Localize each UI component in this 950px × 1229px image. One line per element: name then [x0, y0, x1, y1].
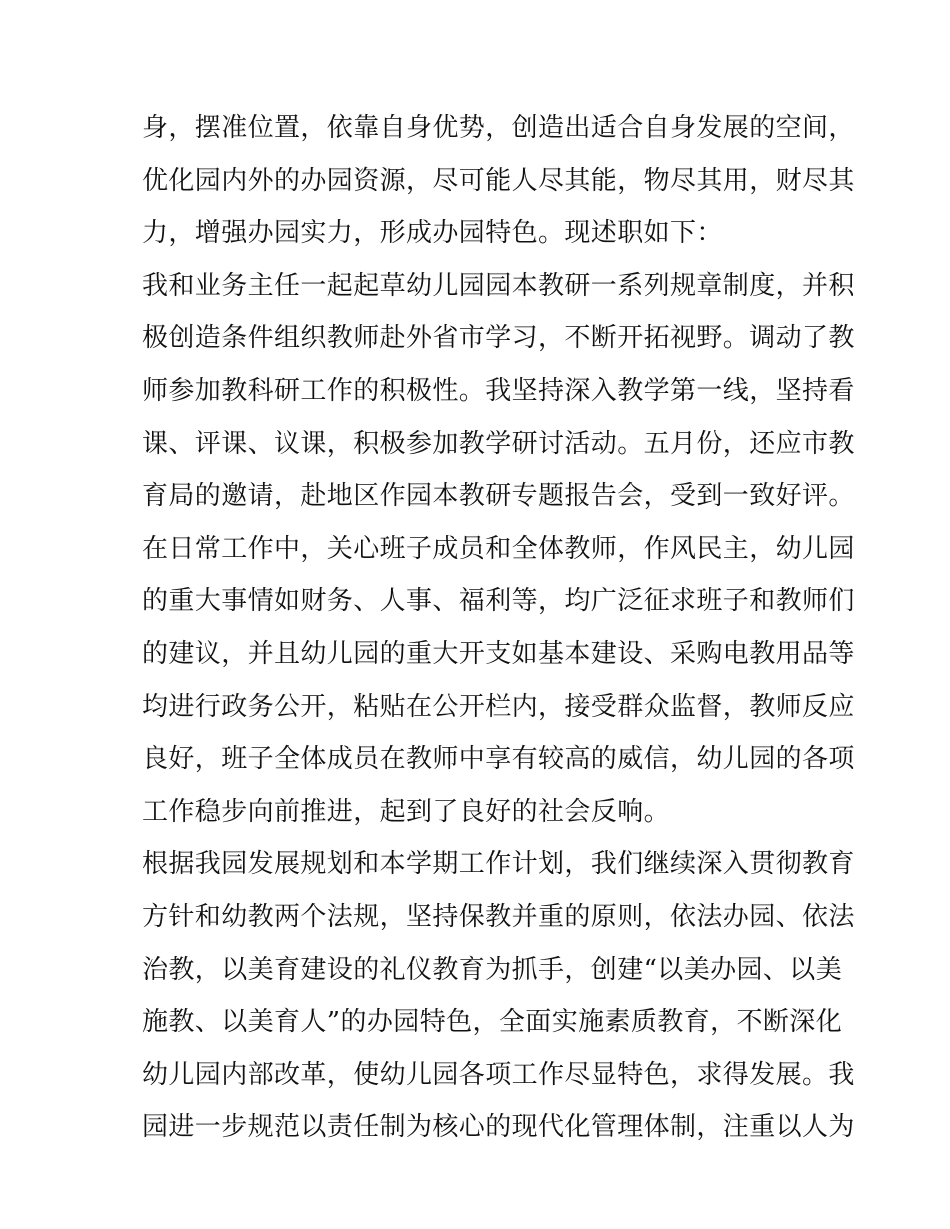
text-line: 育局的邀请，赴地区作园本教研专题报告会，受到一致好评。: [142, 481, 855, 512]
text-line: 师参加教科研工作的积极性。我坚持深入教学第一线，坚持看: [142, 375, 855, 406]
text-line: 施教、以美育人”的办园特色，全面实施素质教育，不断深化: [142, 1007, 843, 1038]
text-line: 园进一步规范以责任制为核心的现代化管理体制，注重以人为: [142, 1112, 855, 1143]
text-line: 的建议，并且幼儿园的重大开支如基本建设、采购电教用品等: [142, 638, 855, 669]
text-line: 优化园内外的办园资源，尽可能人尽其能，物尽其用，财尽其: [142, 165, 855, 196]
body-text: [142, 102, 855, 1154]
text-line: 方针和幼教两个法规，坚持保教并重的原则，依法办园、依法: [142, 901, 855, 932]
text-line: 工作稳步向前推进，起到了良好的社会反响。: [142, 796, 671, 827]
text-line: 我和业务主任一起起草幼儿园园本教研一系列规章制度，并积: [142, 270, 855, 301]
text-line: 的重大事情如财务、人事、福利等，均广泛征求班子和教师们: [142, 586, 855, 617]
text-line: 治教，以美育建设的礼仪教育为抓手，创建“以美办园、以美: [142, 954, 843, 985]
text-line: 身，摆准位置，依靠自身优势，创造出适合自身发展的空间，: [142, 113, 855, 143]
text-line: 极创造条件组织教师赴外省市学习，不断开拓视野。调动了教: [142, 323, 855, 354]
text-line: 根据我园发展规划和本学期工作计划，我们继续深入贯彻教育: [142, 849, 855, 880]
text-line: 均进行政务公开，粘贴在公开栏内，接受群众监督，教师反应: [142, 691, 855, 722]
text-line: 良好，班子全体成员在教师中享有较高的威信，幼儿园的各项: [142, 744, 855, 775]
text-line: 幼儿园内部改革，使幼儿园各项工作尽显特色，求得发展。我: [142, 1059, 855, 1090]
text-line: 在日常工作中，关心班子成员和全体教师，作风民主，幼儿园: [142, 533, 855, 564]
text-line: 力，增强办园实力，形成办园特色。现述职如下：: [142, 218, 723, 249]
text-line: 课、评课、议课，积极参加教学研讨活动。五月份，还应市教: [142, 428, 855, 459]
